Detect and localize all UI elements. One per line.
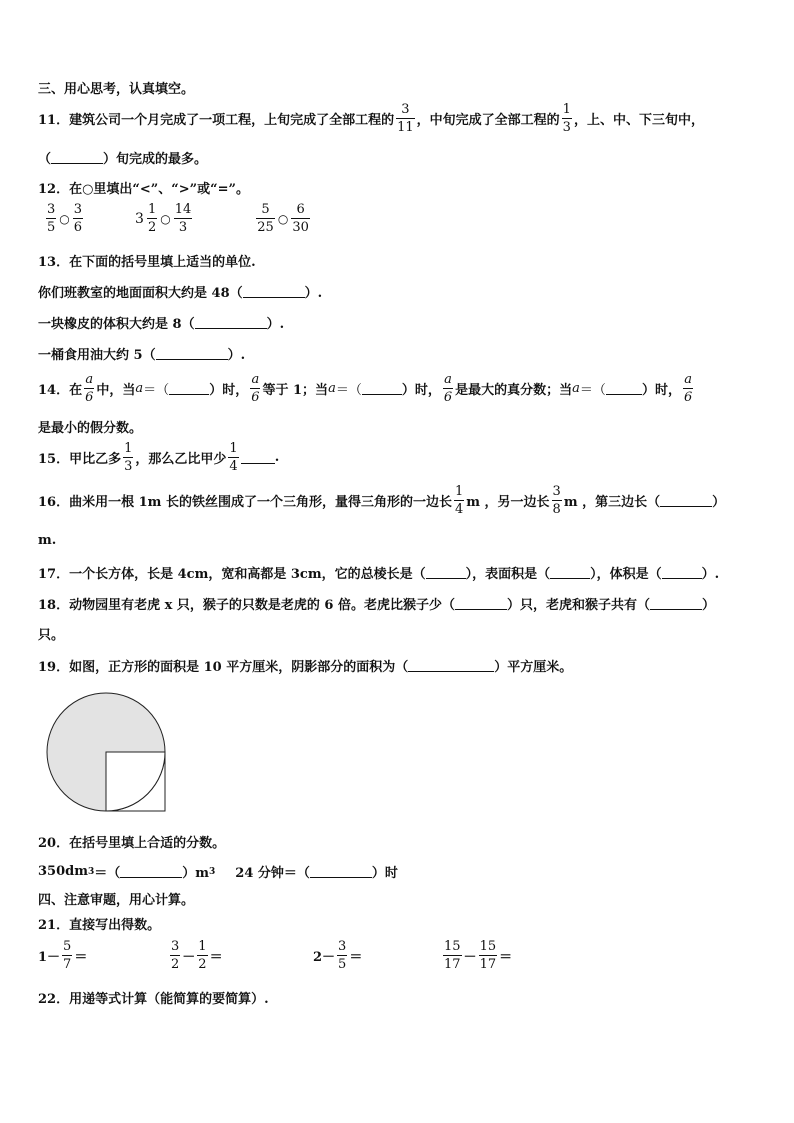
question-text: ）时， xyxy=(401,383,441,398)
fraction xyxy=(73,203,83,234)
denominator: 3 xyxy=(124,459,133,474)
question-13 xyxy=(38,251,764,270)
denominator: 17 xyxy=(444,957,461,972)
question-19 xyxy=(38,656,764,675)
numerator: 15 xyxy=(444,939,461,954)
question-text: ）. xyxy=(304,286,323,301)
question-text: 在 xyxy=(69,383,83,398)
numerator: 3 xyxy=(171,939,180,954)
question-text: m. xyxy=(38,533,57,548)
fraction xyxy=(562,103,572,134)
denominator: 6 xyxy=(443,390,453,405)
fraction xyxy=(552,485,562,516)
question-text: ）m xyxy=(182,866,210,881)
question-number: 16． xyxy=(38,495,70,510)
question-12 xyxy=(38,178,764,197)
question-number: 11． xyxy=(38,113,70,128)
question-text: ） xyxy=(712,495,726,510)
superscript: 3 xyxy=(87,866,95,877)
operator: － xyxy=(182,950,196,965)
question-number: 17． xyxy=(38,567,70,582)
section-title: 四、注意审题，用心计算。 xyxy=(38,893,195,908)
question-text: ，那么乙比甲少 xyxy=(135,452,227,467)
denominator: 4 xyxy=(454,502,464,517)
answer-blank[interactable] xyxy=(241,451,275,464)
variable: a xyxy=(572,381,580,396)
question-text: 等于 1；当 xyxy=(262,383,329,398)
question-22 xyxy=(38,988,764,1007)
numerator: a xyxy=(251,372,260,387)
fraction xyxy=(683,373,693,404)
denominator: 2 xyxy=(171,957,180,972)
numerator: 3 xyxy=(338,939,347,954)
equals-sign: ＝ xyxy=(499,950,513,965)
question-text: m ，第三边长（ xyxy=(563,495,661,510)
fraction xyxy=(443,373,453,404)
question-text: 是最大的真分数；当 xyxy=(455,383,573,398)
question-number: 12． xyxy=(38,182,70,197)
fraction xyxy=(454,485,464,516)
question-text: 动物园里有老虎 x 只，猴子的只数是老虎的 6 倍。老虎比猴子少（ xyxy=(69,598,455,613)
section-3-heading xyxy=(38,78,764,97)
question-text: 用递等式计算（能简算的要简算）. xyxy=(69,992,269,1007)
denominator: 6 xyxy=(683,390,693,405)
fraction xyxy=(291,203,310,234)
question-text: ）. xyxy=(227,348,246,363)
denominator: 5 xyxy=(47,220,56,235)
question-text: 一桶食用油大约 5（ xyxy=(38,348,156,363)
question-text: 一个长方体，长是 4cm，宽和高都是 3cm，它的总棱长是（ xyxy=(69,567,426,582)
denominator: 8 xyxy=(552,502,561,517)
question-text: 直接写出得数。 xyxy=(69,918,161,933)
unshaded-quarter xyxy=(106,752,165,811)
numerator: 5 xyxy=(261,202,270,217)
fraction xyxy=(443,940,462,971)
compare-item-a xyxy=(44,203,85,234)
question-text: ＝（ xyxy=(94,866,121,881)
question-12-items xyxy=(44,203,764,234)
question-text: ，上、中、下三旬中， xyxy=(573,113,704,128)
numerator: a xyxy=(444,372,452,387)
question-number: 20． xyxy=(38,836,70,851)
numerator: 3 xyxy=(401,102,410,117)
question-text: m ，另一边长 xyxy=(466,495,550,510)
denominator: 2 xyxy=(147,220,157,235)
section-title: 三、用心思考，认真填空。 xyxy=(38,82,195,97)
denominator: 6 xyxy=(85,390,94,405)
question-text: ）旬完成的最多。 xyxy=(103,152,208,167)
fraction xyxy=(396,103,415,134)
numerator: 1 xyxy=(198,939,207,954)
question-17 xyxy=(38,563,764,582)
numerator: 3 xyxy=(552,484,561,499)
answer-blank[interactable] xyxy=(606,382,642,395)
answer-blank[interactable] xyxy=(660,494,712,507)
denominator: 3 xyxy=(178,220,188,235)
question-number: 19． xyxy=(38,660,70,675)
question-text: . xyxy=(274,450,280,465)
variable: a xyxy=(328,381,336,396)
numerator: 3 xyxy=(47,202,56,217)
expression-3 xyxy=(313,940,441,971)
question-14 xyxy=(38,373,764,404)
question-text: 你们班教室的地面面积大约是 48（ xyxy=(38,286,243,301)
expression-2 xyxy=(168,940,313,971)
question-14-line-2 xyxy=(38,417,764,436)
denominator: 25 xyxy=(257,220,274,235)
fraction xyxy=(479,940,498,971)
question-21-expressions xyxy=(38,940,764,971)
numerator: 3 xyxy=(73,202,83,217)
equals-sign: ＝ xyxy=(349,950,363,965)
answer-blank[interactable] xyxy=(310,865,372,878)
numerator: a xyxy=(684,372,692,387)
expression-4 xyxy=(441,940,512,971)
answer-blank[interactable] xyxy=(550,566,590,579)
answer-blank[interactable] xyxy=(426,566,466,579)
question-number: 18． xyxy=(38,598,70,613)
equals-paren: ＝（ xyxy=(143,383,170,398)
question-text: ）时， xyxy=(209,383,249,398)
question-text: 24 分钟＝（ xyxy=(235,866,310,881)
denominator: 30 xyxy=(292,220,309,235)
equals-sign: ＝ xyxy=(74,950,88,965)
question-text: 甲比乙多 xyxy=(69,452,122,467)
expression-text: 2－ xyxy=(313,950,336,965)
question-16-line-2 xyxy=(38,533,764,548)
compare-circle[interactable]: ○ xyxy=(59,211,70,226)
answer-blank[interactable] xyxy=(650,597,702,610)
section-4-heading xyxy=(38,889,764,908)
question-number: 14． xyxy=(38,383,70,398)
question-text: 建筑公司一个月完成了一项工程，上旬完成了全部工程的 xyxy=(69,113,395,128)
fraction xyxy=(147,203,157,234)
numerator: a xyxy=(85,372,94,387)
numerator: 5 xyxy=(63,939,72,954)
question-16 xyxy=(38,485,764,516)
mixed-number xyxy=(135,203,159,234)
question-number: 21． xyxy=(38,918,70,933)
numerator: 1 xyxy=(147,202,157,217)
denominator: 5 xyxy=(338,957,347,972)
denominator: 11 xyxy=(397,120,414,135)
superscript: 3 xyxy=(209,866,216,877)
question-18 xyxy=(38,594,764,613)
question-text: 是最小的假分数。 xyxy=(38,421,143,436)
operator: － xyxy=(463,950,477,965)
numerator: 1 xyxy=(454,484,464,499)
question-text: 中，当 xyxy=(96,383,136,398)
question-text: ），体积是（ xyxy=(590,567,662,582)
question-text: ），表面积是（ xyxy=(465,567,551,582)
denominator: 17 xyxy=(479,957,497,972)
question-number: 13． xyxy=(38,255,70,270)
question-11 xyxy=(38,103,764,134)
fraction xyxy=(123,442,133,473)
denominator: 4 xyxy=(229,459,238,474)
question-text: ）只，老虎和猴子共有（ xyxy=(507,598,651,613)
question-text: 350dm xyxy=(38,864,88,879)
answer-blank[interactable] xyxy=(156,347,228,360)
question-text: ）. xyxy=(266,317,285,332)
numerator: 6 xyxy=(296,202,305,217)
fraction xyxy=(250,373,260,404)
answer-blank[interactable] xyxy=(169,382,209,395)
circle-square-figure xyxy=(44,690,168,814)
question-text: ）时 xyxy=(371,866,398,881)
equals-paren: ＝（ xyxy=(335,383,362,398)
question-text: 曲米用一根 1m 长的铁丝围成了一个三角形，量得三角形的一边长 xyxy=(69,495,452,510)
question-text: ） xyxy=(702,598,716,613)
fraction xyxy=(197,940,207,971)
question-text: ）平方厘米。 xyxy=(494,660,573,675)
question-13-line-1 xyxy=(38,282,764,301)
paren-open: （ xyxy=(38,152,52,167)
question-text: 在括号里填上合适的分数。 xyxy=(69,836,226,851)
denominator: 3 xyxy=(562,120,571,135)
numerator: 15 xyxy=(479,939,497,954)
question-number: 22． xyxy=(38,992,70,1007)
question-text: ，中旬完成了全部工程的 xyxy=(416,113,560,128)
denominator: 6 xyxy=(251,390,260,405)
fraction xyxy=(256,203,275,234)
question-text: ）时， xyxy=(641,383,681,398)
numerator: 14 xyxy=(174,202,192,217)
question-18-line-2 xyxy=(38,624,764,643)
expression-1 xyxy=(38,940,168,971)
fraction xyxy=(337,940,347,971)
question-text: ）. xyxy=(701,567,720,582)
fraction xyxy=(62,940,72,971)
fraction xyxy=(228,442,238,473)
fraction xyxy=(46,203,56,234)
answer-blank[interactable] xyxy=(455,597,507,610)
question-13-line-2 xyxy=(38,313,764,332)
question-text: 在○里填出“<”、“>”或“=”。 xyxy=(69,182,249,197)
answer-blank[interactable] xyxy=(195,316,267,329)
compare-item-c xyxy=(254,203,312,234)
compare-circle[interactable]: ○ xyxy=(160,211,171,226)
fraction xyxy=(174,203,193,234)
question-21 xyxy=(38,914,764,933)
question-text: 只。 xyxy=(38,628,65,643)
numerator: 1 xyxy=(124,441,133,456)
fraction xyxy=(84,373,94,404)
question-text: 在下面的括号里填上适当的单位. xyxy=(69,255,256,270)
answer-blank[interactable] xyxy=(662,566,702,579)
equals-paren: ＝（ xyxy=(579,383,606,398)
question-number: 15． xyxy=(38,452,70,467)
answer-blank[interactable] xyxy=(243,285,305,298)
expression-text: 1－ xyxy=(38,950,61,965)
denominator: 7 xyxy=(63,957,72,972)
whole-part: 3 xyxy=(135,210,144,227)
question-20 xyxy=(38,832,764,851)
equals-sign: ＝ xyxy=(209,950,223,965)
answer-blank[interactable] xyxy=(408,659,494,672)
question-15 xyxy=(38,442,764,473)
compare-item-b xyxy=(135,203,194,234)
question-13-line-3 xyxy=(38,344,764,363)
numerator: 1 xyxy=(562,102,571,117)
question-11-line-2 xyxy=(38,148,764,167)
denominator: 6 xyxy=(73,220,83,235)
answer-blank[interactable] xyxy=(120,865,182,878)
answer-blank[interactable] xyxy=(51,151,103,164)
question-20-line-2 xyxy=(38,862,764,881)
numerator: 1 xyxy=(229,441,238,456)
fraction xyxy=(170,940,180,971)
denominator: 2 xyxy=(198,957,207,972)
question-text: 如图，正方形的面积是 10 平方厘米，阴影部分的面积为（ xyxy=(69,660,409,675)
question-text: 一块橡皮的体积大约是 8（ xyxy=(38,317,195,332)
answer-blank[interactable] xyxy=(362,382,402,395)
variable: a xyxy=(135,381,144,396)
compare-circle[interactable]: ○ xyxy=(277,211,289,226)
